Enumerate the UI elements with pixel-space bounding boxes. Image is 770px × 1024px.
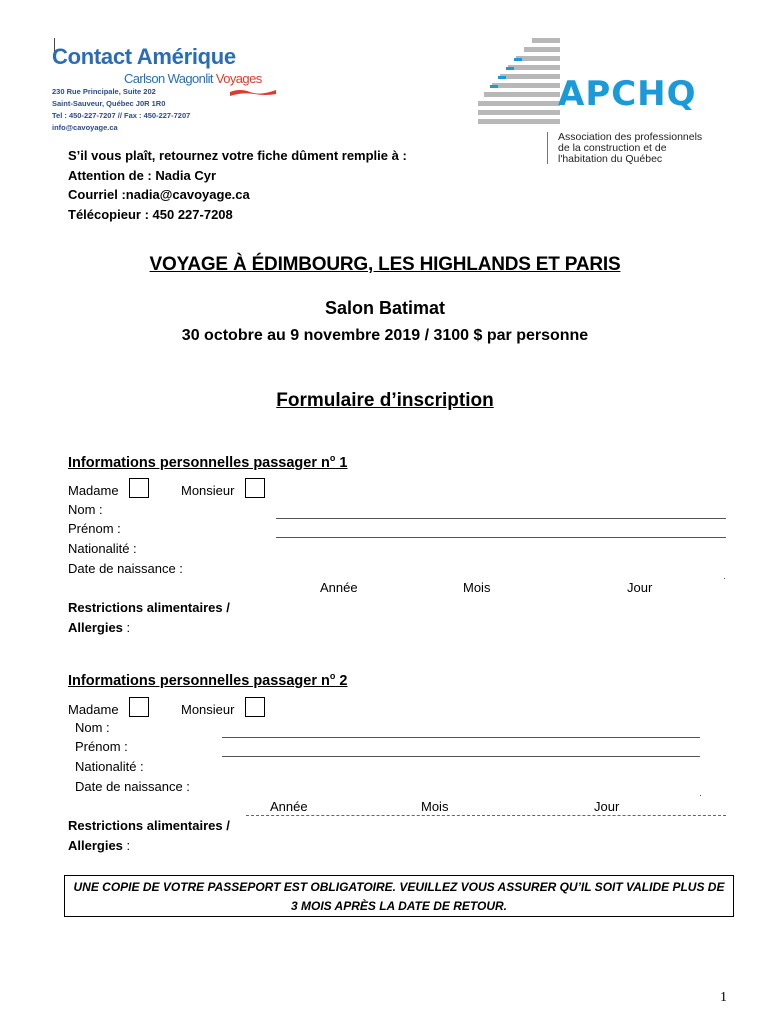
return-line-fax: Télécopieur : 450 227-7208 <box>68 206 233 222</box>
logo-subtitle-part1: Carlson Wagonlit <box>124 71 216 86</box>
passenger2-jour-label: Jour <box>594 799 620 814</box>
passenger1-heading-text: Informations personnelles passager n <box>68 454 330 471</box>
passenger1-nom-field[interactable] <box>276 518 726 519</box>
passenger1-mois-label: Mois <box>463 580 491 595</box>
passenger2-date-end-mark <box>700 795 701 796</box>
passenger1-monsieur-checkbox[interactable] <box>245 478 265 498</box>
address-line-3: Tel : 450-227-7207 // Fax : 450-227-7207 <box>52 111 191 120</box>
passenger2-madame-checkbox[interactable] <box>129 697 149 717</box>
passport-notice <box>64 875 734 917</box>
passenger1-allergies-label <box>68 620 130 635</box>
passenger2-annee-label: Année <box>270 799 308 814</box>
logo-subtitle-part2: Voyages <box>215 71 262 86</box>
apchq-association-text <box>558 132 702 165</box>
passenger1-madame-checkbox[interactable] <box>129 478 149 498</box>
passenger2-monsieur-checkbox[interactable] <box>245 697 265 717</box>
passenger2-heading-num: 2 <box>335 672 348 689</box>
passenger2-nom-label: Nom : <box>75 720 110 735</box>
passenger2-allergies-word: Allergies <box>68 838 123 853</box>
contact-amerique-logo <box>52 38 292 138</box>
assoc-line-3: l'habitation du Québec <box>558 153 663 165</box>
passenger2-monsieur-label: Monsieur <box>181 702 235 717</box>
passenger1-nom-label: Nom : <box>68 502 103 517</box>
passenger1-date-end-mark <box>724 578 725 579</box>
passenger2-naissance-label: Date de naissance : <box>75 779 190 794</box>
passenger1-jour-label: Jour <box>627 580 653 595</box>
logo-subtitle <box>124 71 262 86</box>
passenger2-nom-field[interactable] <box>222 737 700 738</box>
page-number: 1 <box>720 990 727 1005</box>
logo-divider <box>547 132 548 164</box>
passenger2-restrictions-label: Restrictions alimentaires / <box>68 818 230 833</box>
house-stripes-icon <box>474 36 564 132</box>
passenger1-restrictions-label: Restrictions alimentaires / <box>68 600 230 615</box>
passenger1-allergies-word: Allergies <box>68 620 123 635</box>
passenger1-heading <box>68 453 347 471</box>
passenger2-heading-sup: o <box>329 671 336 681</box>
passenger1-madame-label: Madame <box>68 483 119 498</box>
address-line-2: Saint-Sauveur, Québec J0R 1R0 <box>52 99 166 108</box>
passport-notice-line-1: UNE COPIE DE VOTRE PASSEPORT EST OBLIGATOIRE. VEUILLEZ VOUS ASSURER QU’IL SOIT VALIDE PLUS DE <box>73 880 725 894</box>
passenger1-heading-sup: o <box>329 453 336 463</box>
apchq-wordmark: APCHQ <box>558 74 697 114</box>
passenger1-prenom-label: Prénom : <box>68 521 121 536</box>
passenger1-heading-num: 1 <box>335 454 348 471</box>
apchq-logo <box>474 36 724 176</box>
passenger1-prenom-field[interactable] <box>276 537 726 538</box>
trip-title: VOYAGE À ÉDIMBOURG, LES HIGHLANDS ET PARIS <box>149 254 621 275</box>
logo-swoosh-icon <box>230 86 276 96</box>
logo-brand-name: Contact Amérique <box>52 44 236 69</box>
assoc-line-1: Association des professionnels <box>558 131 703 143</box>
passenger2-allergies-colon: : <box>122 838 131 853</box>
passenger2-allergies-label <box>68 838 130 853</box>
passenger1-nationalite-label: Nationalité : <box>68 541 137 556</box>
passenger1-naissance-label: Date de naissance : <box>68 561 183 576</box>
passenger2-prenom-label: Prénom : <box>75 739 128 754</box>
passenger2-heading <box>68 671 347 689</box>
passenger2-prenom-field[interactable] <box>222 756 700 757</box>
passenger2-nationalite-label: Nationalité : <box>75 759 144 774</box>
passenger1-annee-label: Année <box>320 580 358 595</box>
passenger1-monsieur-label: Monsieur <box>181 483 235 498</box>
passenger1-allergies-colon: : <box>122 620 131 635</box>
return-line-1: S’il vous plaît, retournez votre fiche dûment remplie à : <box>68 148 407 163</box>
return-line-attention: Attention de : Nadia Cyr <box>68 167 217 183</box>
trip-dates-price: 30 octobre au 9 novembre 2019 / 3100 $ par personne <box>181 327 589 344</box>
passport-notice-line-2: 3 MOIS APRÈS LA DATE DE RETOUR. <box>290 899 508 913</box>
passenger2-heading-text: Informations personnelles passager n <box>68 672 330 689</box>
logo-address <box>52 86 190 134</box>
passenger2-mois-label: Mois <box>421 799 449 814</box>
form-title: Formulaire d’inscription <box>276 390 494 411</box>
passenger2-date-field[interactable] <box>246 815 726 816</box>
salon-title: Salon Batimat <box>324 298 446 318</box>
assoc-line-2: de la construction et de <box>558 142 667 154</box>
address-line-4: info@cavoyage.ca <box>52 123 118 132</box>
passenger2-madame-label: Madame <box>68 702 119 717</box>
address-line-1: 230 Rue Principale, Suite 202 <box>52 87 156 96</box>
return-line-email: Courriel :nadia@cavoyage.ca <box>68 187 250 202</box>
return-instructions <box>68 146 407 224</box>
